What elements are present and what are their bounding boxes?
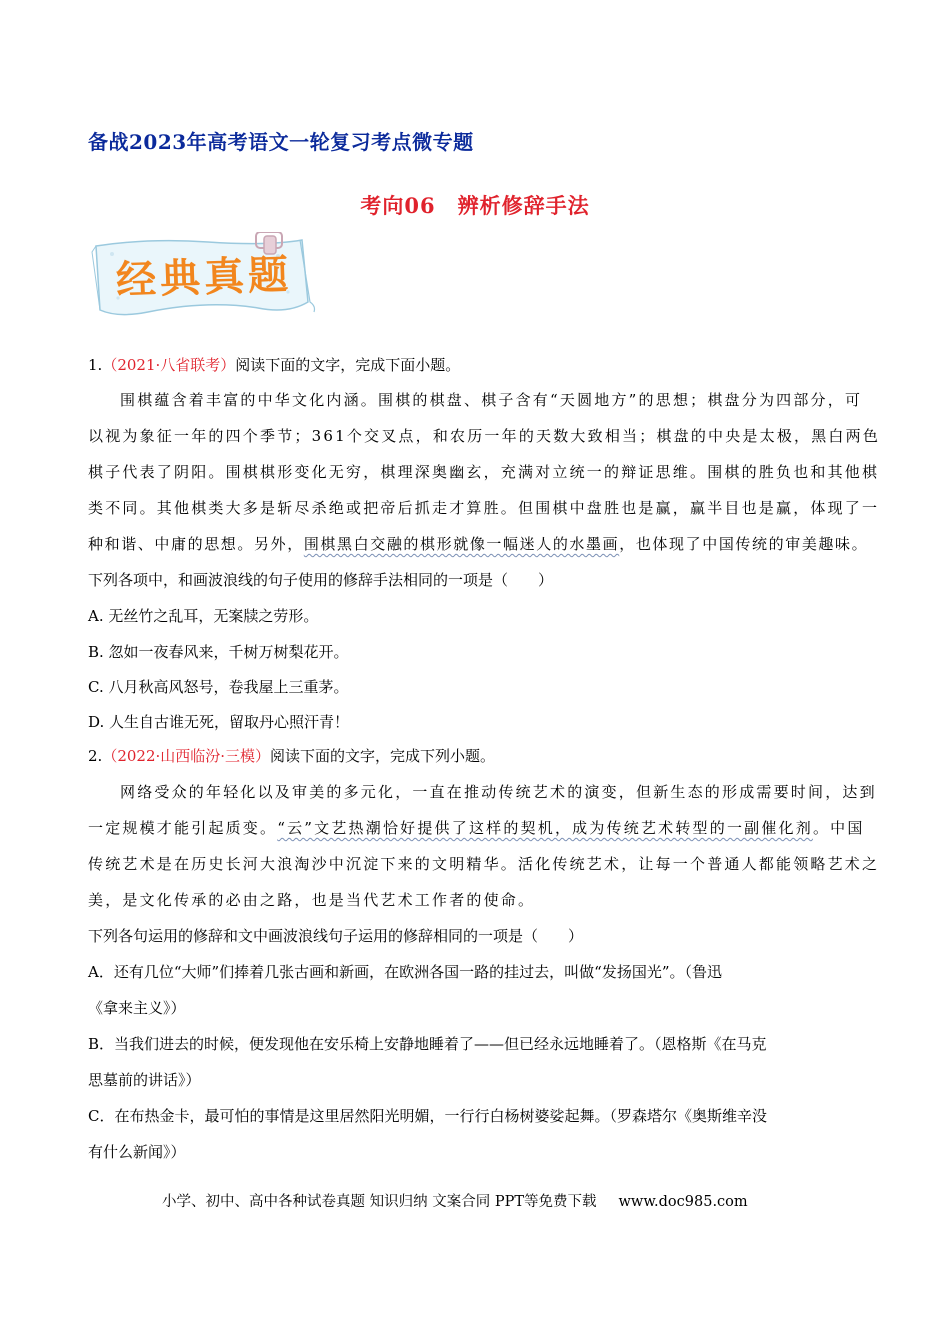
q1-question: 下列各项中，和画波浪线的句子使用的修辞手法相同的一项是（ ）	[88, 571, 554, 589]
q1-option-d: D. 人生自古谁无死，留取丹心照汗青！	[88, 713, 350, 731]
q2-passage-line: 传统艺术是在历史长河大浪淘沙中沉淀下来的文明精华。活化传统艺术，让每一个普通人都能领略艺术之	[88, 855, 880, 873]
footer-text: 小学、初中、高中各种试卷真题 知识归纳 文案合同 PPT等免费下载	[162, 1194, 597, 1210]
q1-passage-line: 以视为象征一年的四个季节；361个交叉点，和农历一年的天数大致相当；棋盘的中央是太极，黑白两色	[88, 427, 881, 445]
q1-option-b: B. 忽如一夜春风来，千树万树梨花开。	[88, 643, 349, 661]
q1-passage-line: 类不同。其他棋类大多是斩尽杀绝或把帝后抓走才算胜。但围棋中盘胜也是赢，赢半目也是赢，体现了一	[88, 499, 880, 517]
q2-option-c-cont: 有什么新闻》）	[88, 1143, 186, 1161]
q2-wavy-sentence: “云”文艺热潮恰好提供了这样的契机，成为传统艺术转型的一副催化剂	[277, 819, 813, 837]
q1-option-a: A. 无丝竹之乱耳，无案牍之劳形。	[88, 607, 319, 625]
q1-passage-line: 围棋蕴含着丰富的中华文化内涵。围棋的棋盘、棋子含有“天圆地方”的思想；棋盘分为四部分，可	[120, 391, 863, 409]
document-header-title: 备战2023年高考语文一轮复习考点微专题	[88, 130, 474, 154]
q2-source: （2022·山西临汾·三模）	[102, 747, 271, 765]
q1-heading	[88, 355, 460, 375]
q1-source: （2021·八省联考）	[102, 356, 236, 374]
q1-prompt: 阅读下面的文字，完成下面小题。	[235, 356, 461, 374]
q2-option-b-cont: 思墓前的讲话》）	[88, 1071, 201, 1089]
q1-option-c: C. 八月秋高风怒号，卷我屋上三重茅。	[88, 678, 349, 696]
q1-passage-line: 种和谐、中庸的思想。另外，围棋黑白交融的棋形就像一幅迷人的水墨画，也体现了中国传统的审美趣味。	[88, 535, 869, 553]
q2-option-a: A．还有几位“大师”们捧着几张古画和新画，在欧洲各国一路的挂过去，叫做“发扬国光”。（鲁迅	[88, 963, 723, 981]
q2-question: 下列各句运用的修辞和文中画波浪线句子运用的修辞相同的一项是（ ）	[88, 927, 584, 945]
classic-questions-banner	[88, 232, 320, 328]
q2-passage-line: 美，是文化传承的必由之路，也是当代艺术工作者的使命。	[88, 891, 536, 909]
page-footer	[162, 1190, 748, 1211]
q1-wavy-sentence: 围棋黑白交融的棋形就像一幅迷人的水墨画	[303, 535, 620, 553]
q2-number: 2.	[88, 747, 103, 765]
q2-option-a-cont: 《拿来主义》）	[88, 999, 186, 1017]
banner-label: 经典真题	[115, 251, 293, 305]
q1-number: 1.	[88, 356, 103, 374]
q2-passage-line: 网络受众的年轻化以及审美的多元化，一直在推动传统艺术的演变，但新生态的形成需要时间，达到	[120, 783, 877, 801]
footer-url[interactable]: www.doc985.com	[618, 1194, 748, 1210]
section-title: 考向06 辨析修辞手法	[360, 193, 590, 218]
q2-prompt: 阅读下面的文字，完成下列小题。	[270, 747, 496, 765]
q1-passage-line: 棋子代表了阴阳。围棋棋形变化无穷，棋理深奥幽玄，充满对立统一的辩证思维。围棋的胜负也和其他棋	[88, 463, 880, 481]
q2-option-b: B．当我们进去的时候，便发现他在安乐椅上安静地睡着了——但已经永远地睡着了。（恩格斯《在马克	[88, 1035, 767, 1053]
q2-option-c: C．在布热金卡，最可怕的事情是这里居然阳光明媚，一行行白杨树婆娑起舞。（罗森塔尔《奥斯维辛没	[88, 1107, 767, 1125]
q2-heading	[88, 746, 495, 766]
q2-passage-line: 一定规模才能引起质变。“云”文艺热潮恰好提供了这样的契机，成为传统艺术转型的一副催化剂。中国	[88, 819, 865, 837]
